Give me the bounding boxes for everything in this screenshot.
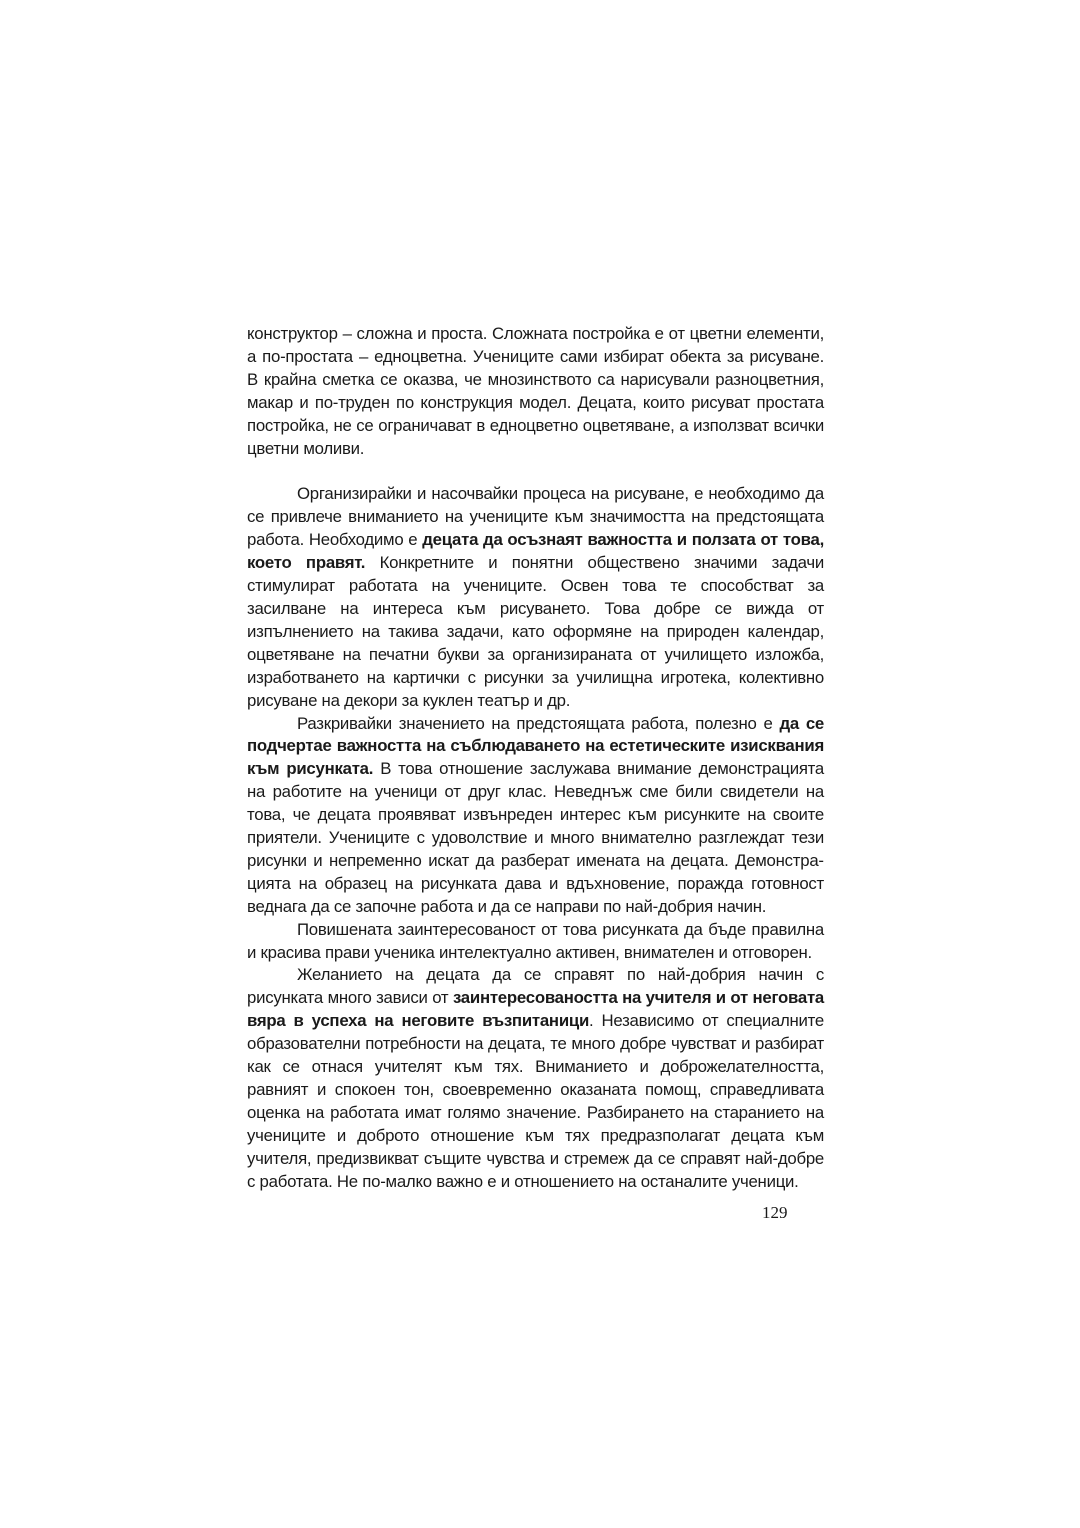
body-text: Организирайки и насочвайки процеса на рисуване, е необходимо да се привлече вниманието на учениците към значимостта на предстоящата работа. Необходимо е (247, 484, 824, 550)
paragraph-2 (247, 483, 824, 712)
page-body-text (247, 323, 824, 1194)
emphasis-text: да се подчертае важността на съблюдаването на естетическите изисквания към рисунката. (247, 713, 824, 779)
body-text: Желанието на децата да се справят по най-добрия начин с рисунката много зависи от (247, 965, 824, 1008)
page-number: 129 (762, 1203, 788, 1222)
emphasis-text: заинтересоваността на учителя и от неговата вяра в успеха на неговите възпитаници (247, 988, 824, 1031)
emphasis-text: децата да осъзнаят важността и ползата от това, което правят. (247, 530, 824, 573)
paragraph-4 (247, 919, 824, 965)
body-text: Разкривайки значението на предстоящата работа, полезно е (297, 713, 780, 733)
paragraph-1 (247, 323, 824, 460)
body-text: Повишената заинтересованост от това рисунката да бъде правилна и красива прави ученика интелектуално активен, внимателен и отговорен. (247, 919, 824, 962)
body-text: В това отношение заслужава внимание демонстрацията на работите на ученици от друг клас. Неведнъж сме били свидетели на това, че децата проявяват извънреден интерес към рисунките на своите приятели. Учениците с удоволствие и много внимателно разглеждат тези рисунки и непременно искат да разберат имената на децата. Демонстрацията на образец на рисунката дава и вдъхновение, поражда готовност веднага да се започне работа и да се направи по най-добрия начин. (247, 759, 824, 916)
body-text: Конкретните и понятни обществено значими задачи стимулират работата на учениците. Освен това те способстват за засилване на интереса към рисуването. Това добре се вижда от изпълнението на такива задачи, като оформяне на природен календар, оцветяване на печатни букви за организираната от училището изложба, изработването на картички с рисунки за училищна игротека, колективно рисуване на декори за куклен театър и др. (247, 553, 825, 710)
body-text: . Независимо от специалните образователни потребности на децата, те много добре чувстват и разбират как се отнася учителят към тях. Вниманието и доброжелателността, равният и спокоен тон, своевременно оказаната помощ, справедливата оценка на работата имат голямо значение. Разбирането на старанието на учениците и доброто отношение към тях предразполагат децата към учителя, предизвикват същите чувства и стремеж да се справят най-добре с работата. Не по-малко важно е и отношението на останалите ученици. (247, 1011, 824, 1191)
paragraph-3 (247, 713, 824, 919)
body-text: конструктор – сложна и проста. Сложната постройка е от цветни елементи, а по-простата – едноцветна. Учениците сами избират обекта за рисуване. В крайна сметка се оказва, че мнозинството са нарисували разноцветния, макар и по-труден по конструкция модел. Децата, които рисуват простата постройка, не се ограничават в едноцветно оцветяване, а използват всички цветни моливи. (247, 324, 824, 458)
paragraph-5 (247, 964, 824, 1193)
